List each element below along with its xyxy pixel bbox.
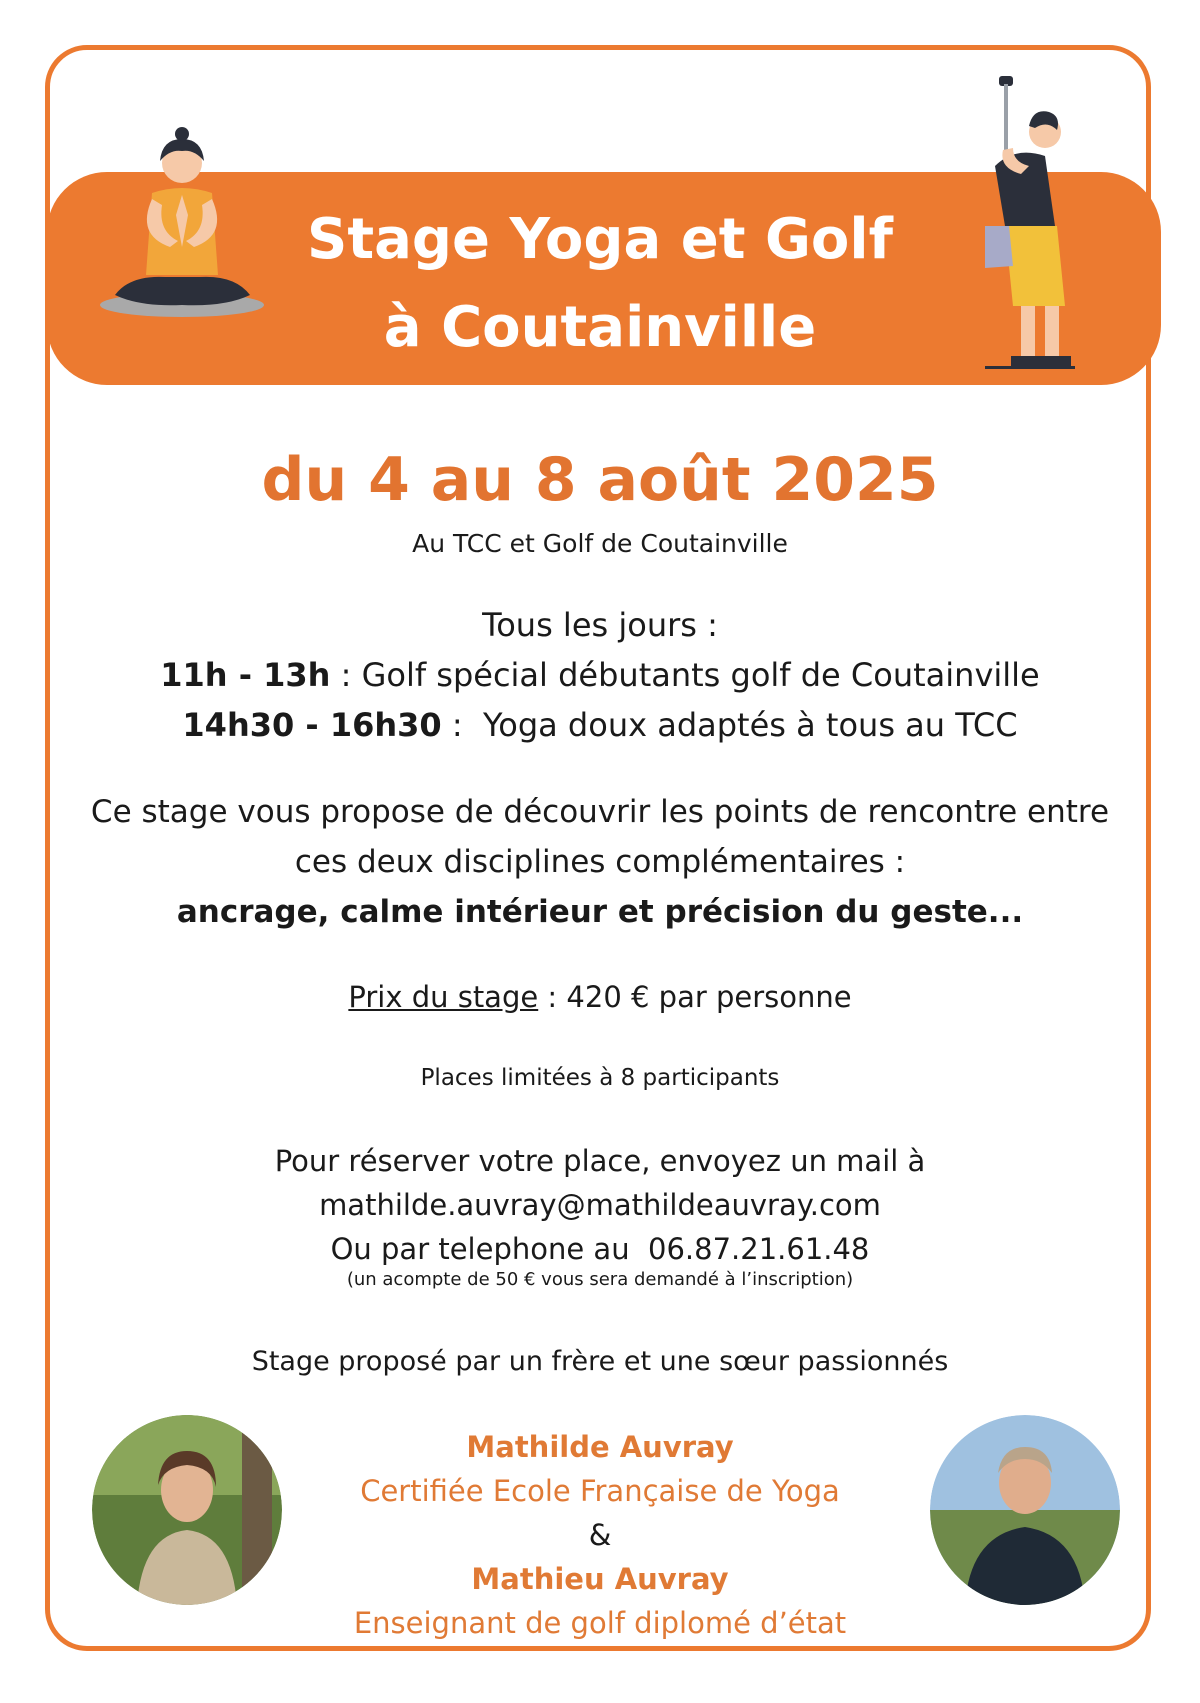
schedule-item [0,650,1200,700]
deposit-note: (un acompte de 50 € vous sera demandé à l’inscription) [346,1269,854,1290]
schedule-separator: : [441,706,483,744]
description-line: ces deux disciplines complémentaires : [294,844,906,880]
price-value: : 420 € par personne [538,980,852,1014]
person1-photo [92,1415,282,1605]
price [0,977,1200,1017]
person1-name: Mathilde Auvray [466,1430,734,1464]
price-label: Prix du stage [348,980,539,1014]
schedule-intro: Tous les jours : [482,606,718,644]
banner-title-line2: à Coutainville [383,295,817,360]
event-dates: du 4 au 8 août 2025 [261,445,939,515]
schedule-time: 11h - 13h [160,656,331,694]
schedule [0,600,1200,750]
ampersand: & [588,1518,612,1552]
description-highlight: ancrage, calme intérieur et précision du geste... [176,894,1024,930]
person2-photo [930,1415,1120,1605]
person2-title: Enseignant de golf diplomé d’état [353,1606,847,1640]
presented-by: Stage proposé par un frère et une sœur passionnés [251,1346,949,1377]
schedule-activity: Yoga doux adaptés à tous au TCC [482,706,1018,744]
schedule-activity: Golf spécial débutants golf de Coutainville [361,656,1040,694]
description-line: Ce stage vous propose de découvrir les points de rencontre entre [90,794,1110,830]
banner-title [200,196,1000,372]
contact-email[interactable]: mathilde.auvray@mathildeauvray.com [319,1188,881,1222]
contact-phone: Ou par telephone au 06.87.21.61.48 [330,1232,870,1266]
person1-title: Certifiée Ecole Française de Yoga [360,1474,840,1508]
event-venue: Au TCC et Golf de Coutainville [412,529,788,558]
banner-title-line1: Stage Yoga et Golf [307,207,893,272]
places-limit: Places limitées à 8 participants [420,1065,780,1091]
schedule-time: 14h30 - 16h30 [182,706,442,744]
contact [0,1139,1200,1271]
contact-intro: Pour réserver votre place, envoyez un mail à [274,1144,926,1178]
description [0,787,1200,937]
schedule-separator: : [330,656,362,694]
person2-name: Mathieu Auvray [471,1562,729,1596]
schedule-item [0,700,1200,750]
